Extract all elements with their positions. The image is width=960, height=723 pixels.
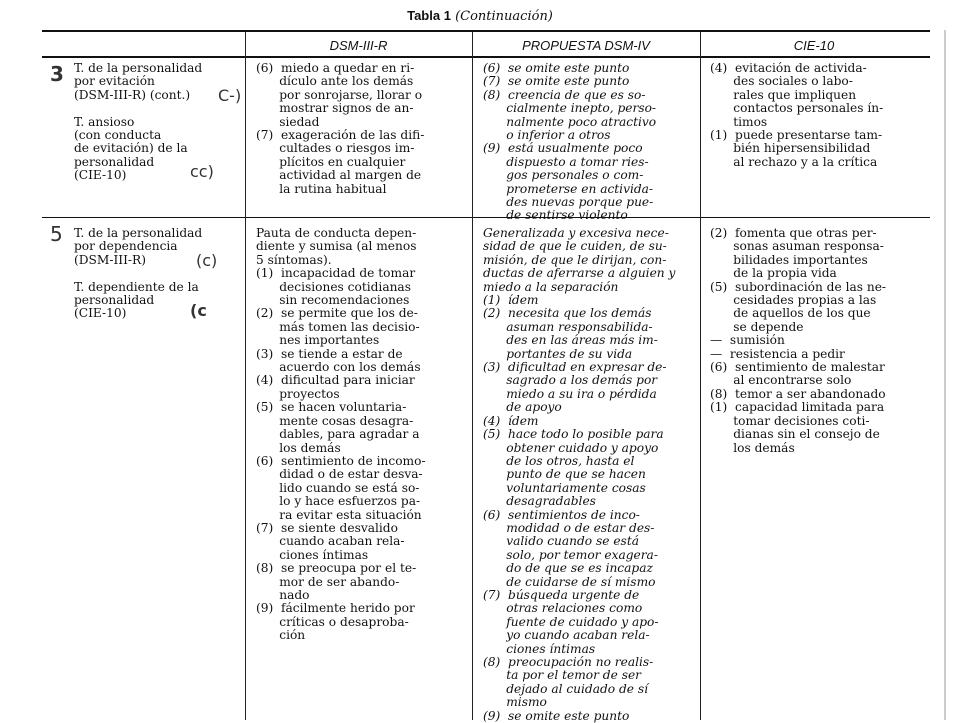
text-line: cultades o riesgos im-	[256, 141, 415, 156]
text-line: de los otros, hasta el	[483, 453, 635, 468]
text-line: (5) subordinación de las ne-	[710, 279, 887, 294]
text-line: (DSM-III-R) (cont.)	[74, 87, 191, 102]
row-1-cie10-criteria	[710, 62, 924, 169]
text-line: bién hipersensibilidad	[710, 141, 871, 156]
text-line: actividad al margen de	[256, 168, 422, 183]
text-line: miedo a la separación	[483, 279, 619, 294]
text-line: (2) necesita que los demás	[483, 306, 652, 321]
text-line: dables, para agradar a	[256, 427, 420, 442]
text-line: T. de la personalidad	[74, 61, 203, 75]
text-line: voluntariamente cosas	[483, 480, 646, 495]
text-line: (6) sentimiento de incomo-	[256, 453, 426, 468]
text-line: (3) dificultad en expresar de-	[483, 360, 667, 375]
row-1-dsm4-criteria	[483, 62, 697, 223]
text-line: acuerdo con los demás	[256, 360, 421, 375]
text-line: ciones íntimas	[256, 547, 369, 562]
text-line	[74, 102, 242, 115]
text-line: (8) se preocupa por el te-	[256, 561, 417, 576]
text-line: fuente de cuidado y apo-	[483, 614, 659, 629]
text-line: por sonrojarse, llorar o	[256, 87, 423, 102]
text-line: (3) se tiende a estar de	[256, 346, 403, 361]
text-line: (1) puede presentarse tam-	[710, 128, 883, 143]
text-line: do de que se es incapaz	[483, 561, 653, 576]
row-2-dsm4-criteria	[483, 227, 697, 723]
text-line: (DSM-III-R)	[74, 252, 146, 267]
text-line: ción	[256, 628, 306, 643]
row-2-disorder-names	[74, 227, 242, 321]
text-line: ta por el temor de ser	[483, 668, 641, 683]
text-line: (6) se omite este punto	[483, 61, 630, 75]
handwritten-mark-1: C-)	[218, 86, 242, 105]
handwritten-mark-3: (c)	[196, 251, 218, 270]
text-line: (8) creencia de que es so-	[483, 87, 646, 102]
text-line: bilidades importantes	[710, 252, 868, 267]
text-line: plícitos en cualquier	[256, 154, 406, 169]
text-line: (8) temor a ser abandonado	[710, 386, 886, 401]
text-line: desagradables	[483, 494, 596, 509]
text-line: al encontrarse solo	[710, 373, 852, 388]
handwritten-row-number-2: 5	[50, 222, 63, 246]
text-line: des sociales o labo-	[710, 74, 853, 89]
text-line: timos	[710, 114, 768, 129]
text-line: (1) ídem	[483, 293, 539, 308]
text-line: (6) miedo a quedar en ri-	[256, 61, 415, 75]
text-line: los demás	[256, 440, 341, 455]
text-line: nado	[256, 587, 310, 602]
text-line: mente cosas desagra-	[256, 413, 414, 428]
text-line: lido cuando se está so-	[256, 480, 420, 495]
text-line: de la propia vida	[710, 266, 837, 281]
text-line: (2) fomenta que otras per-	[710, 226, 877, 240]
text-line: proyectos	[256, 386, 340, 401]
text-line: ciones íntimas	[483, 641, 596, 656]
text-line: personalidad	[74, 293, 155, 308]
text-line: personalidad	[74, 154, 155, 169]
text-line: ductas de aferrarse a alguien y	[483, 266, 676, 281]
text-line: tomar decisiones coti-	[710, 413, 870, 428]
text-line: punto de que se hacen	[483, 467, 646, 482]
text-line: la rutina habitual	[256, 181, 387, 196]
text-line: (4) ídem	[483, 413, 539, 428]
text-line: (7) búsqueda urgente de	[483, 587, 640, 602]
text-line: misión, de que le dirijan, con-	[483, 252, 667, 267]
table-title	[0, 8, 960, 24]
text-line: de aquellos de los que	[710, 306, 871, 321]
text-line: sonas asuman responsa-	[710, 239, 884, 254]
text-line	[74, 267, 242, 280]
column-header-cie10: CIE-10	[793, 38, 835, 53]
text-line: obtener cuidado y apoyo	[483, 440, 659, 455]
text-line: decisiones cotidianas	[256, 279, 411, 294]
text-line: (6) sentimientos de inco-	[483, 507, 640, 522]
text-line: sin recomendaciones	[256, 293, 410, 308]
text-line: (1) incapacidad de tomar	[256, 266, 416, 281]
row-1-disorder-names	[74, 62, 242, 183]
text-line: (8) preocupación no realis-	[483, 655, 654, 669]
text-line: nalmente poco atractivo	[483, 114, 657, 129]
text-line: (5) hace todo lo posible para	[483, 427, 664, 442]
row-1-dsm3-criteria	[256, 62, 468, 196]
text-line: portantes de su vida	[483, 346, 633, 361]
text-line: (7) se siente desvalido	[256, 520, 398, 535]
text-line: por evitación	[74, 74, 155, 89]
text-line: Pauta de conducta depen-	[256, 226, 417, 240]
handwritten-row-number-1: 3	[50, 62, 64, 86]
text-line: dículo ante los demás	[256, 74, 414, 89]
text-line: (CIE-10)	[74, 168, 127, 183]
text-line: mostrar signos de an-	[256, 101, 414, 116]
text-line: sidad de que le cuiden, de su-	[483, 239, 667, 254]
text-line: (4) dificultad para iniciar	[256, 373, 415, 388]
text-line: contactos personales ín-	[710, 101, 884, 116]
text-line: críticas o desaproba-	[256, 614, 409, 629]
text-line: (9) está usualmente poco	[483, 141, 643, 156]
scan-edge	[944, 30, 946, 720]
text-line: más tomen las decisio-	[256, 319, 420, 334]
handwritten-mark-4: (c	[190, 301, 207, 320]
text-line: nes importantes	[256, 333, 380, 348]
text-line: yo cuando acaban rela-	[483, 628, 650, 643]
text-line: de cuidarse de sí mismo	[483, 574, 656, 589]
column-header-dsm3: DSM-III-R	[329, 38, 388, 53]
text-line: (7) se omite este punto	[483, 74, 630, 89]
text-line: dejado al cuidado de sí	[483, 681, 649, 696]
text-line: solo, por temor exagera-	[483, 547, 658, 562]
top-rule	[42, 30, 930, 32]
handwritten-mark-2: cc)	[190, 162, 214, 181]
text-line: (4) evitación de activida-	[710, 61, 867, 75]
text-line: (9) fácilmente herido por	[256, 601, 415, 616]
text-line: — sumisión	[710, 333, 785, 348]
text-line: (con conducta	[74, 128, 162, 143]
text-line: (7) exageración de las difi-	[256, 128, 425, 143]
text-line: mor de ser abando-	[256, 574, 400, 589]
text-line: 5 síntomas).	[256, 252, 332, 267]
text-line: gos personales o com-	[483, 168, 644, 183]
text-line: mismo	[483, 695, 547, 710]
text-line: de sentirse violento	[483, 208, 628, 223]
text-line: T. de la personalidad	[74, 226, 203, 240]
text-line: (2) se permite que los de-	[256, 306, 418, 321]
text-line: des nuevas porque pue-	[483, 195, 654, 210]
text-line: T. ansioso	[74, 114, 135, 129]
text-line: dispuesto a tomar ries-	[483, 154, 649, 169]
text-line: se depende	[710, 319, 804, 334]
text-line: de evitación) de la	[74, 141, 188, 156]
text-line: lo y hace esfuerzos pa-	[256, 494, 421, 509]
text-line: (CIE-10)	[74, 306, 127, 321]
column-divider-3	[700, 32, 701, 720]
column-header-dsm4: PROPUESTA DSM-IV	[522, 38, 650, 53]
text-line: valido cuando se está	[483, 534, 639, 549]
text-line: Generalizada y excesiva nece-	[483, 226, 669, 240]
text-line: cialmente inepto, perso-	[483, 101, 657, 116]
text-line: de apoyo	[483, 400, 562, 415]
text-line: o inferior a otros	[483, 128, 611, 143]
text-line: modidad o de estar des-	[483, 520, 655, 535]
text-line: des en las áreas más im-	[483, 333, 658, 348]
text-line: por dependencia	[74, 239, 178, 254]
text-line: al rechazo y a la crítica	[710, 154, 878, 169]
text-line: cesidades propias a las	[710, 293, 877, 308]
text-line: ra evitar esta situación	[256, 507, 422, 522]
text-line: rales que impliquen	[710, 87, 857, 102]
row-2-dsm3-criteria	[256, 227, 468, 643]
header-rule	[42, 56, 930, 58]
text-line: (5) se hacen voluntaria-	[256, 400, 407, 415]
text-line: siedad	[256, 114, 320, 129]
text-line: sagrado a los demás por	[483, 373, 658, 388]
text-line: los demás	[710, 440, 795, 455]
text-line: diente y sumisa (al menos	[256, 239, 417, 254]
text-line: dianas sin el consejo de	[710, 427, 880, 442]
text-line: T. dependiente de la	[74, 279, 199, 294]
text-line: (1) capacidad limitada para	[710, 400, 885, 415]
text-line: (6) sentimiento de malestar	[710, 360, 885, 375]
text-line: asuman responsabilida-	[483, 319, 653, 334]
text-line: (9) se omite este punto	[483, 708, 630, 723]
column-divider-1	[245, 32, 246, 720]
text-line: prometerse en activida-	[483, 181, 654, 196]
table-title-continuation: (Continuación)	[455, 9, 553, 24]
text-line: didad o de estar desva-	[256, 467, 423, 482]
text-line: miedo a su ira o pérdida	[483, 386, 657, 401]
row-2-cie10-criteria	[710, 227, 924, 455]
text-line: — resistencia a pedir	[710, 346, 845, 361]
text-line: cuando acaban rela-	[256, 534, 405, 549]
table-title-label: Tabla 1	[407, 8, 451, 23]
text-line: otras relaciones como	[483, 601, 643, 616]
column-divider-2	[472, 32, 473, 720]
